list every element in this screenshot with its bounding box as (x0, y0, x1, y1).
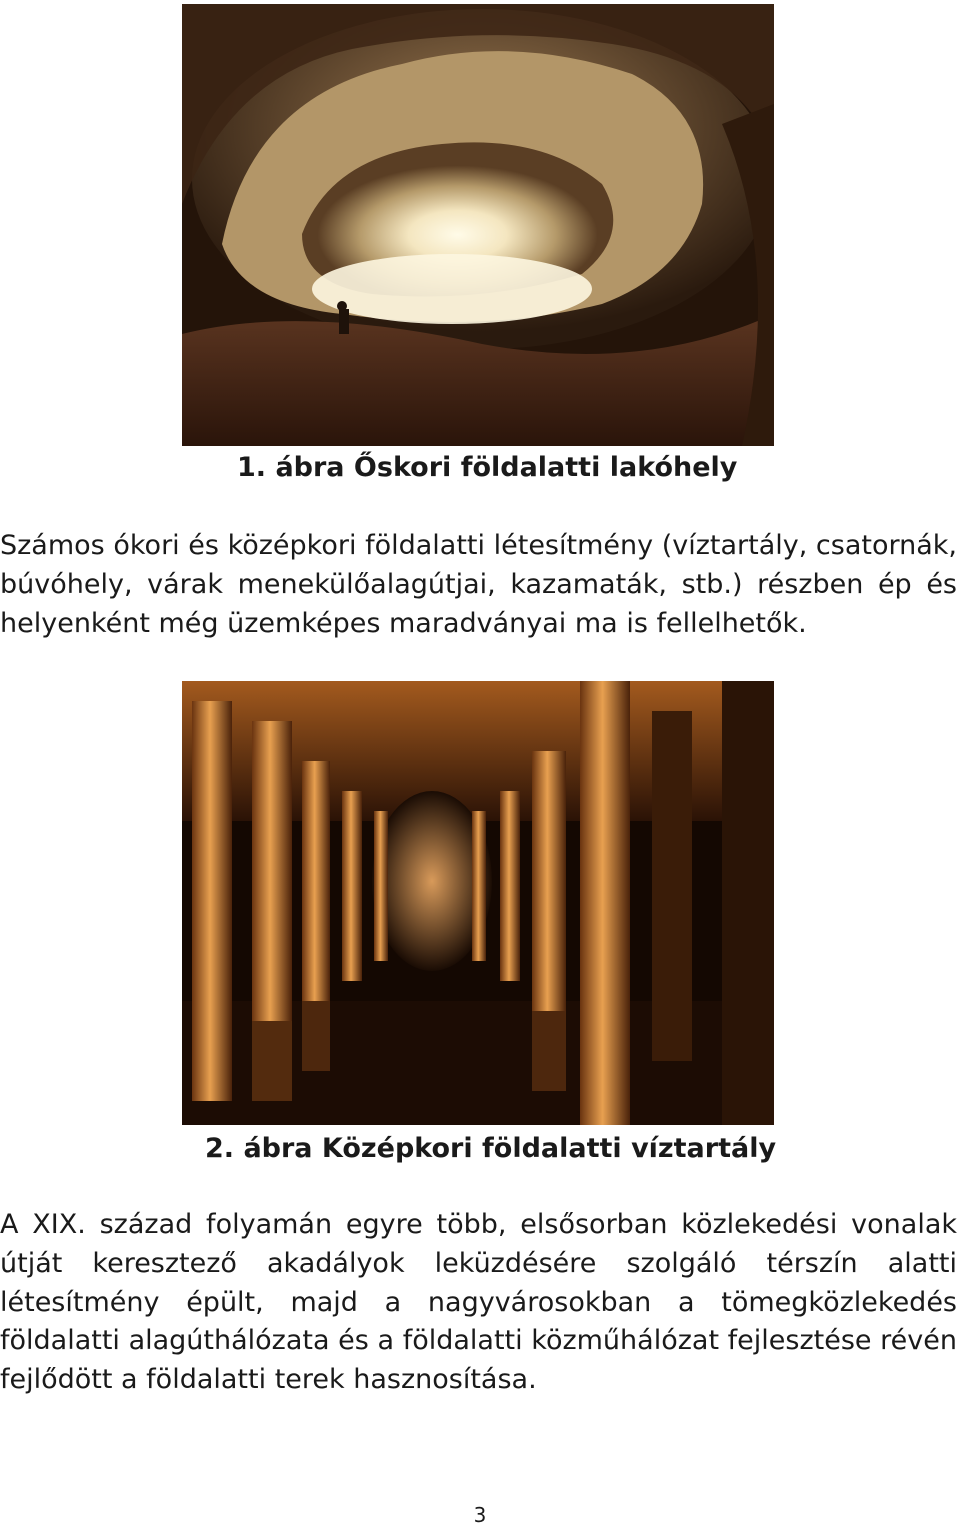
page-number: 3 (473, 1503, 487, 1527)
figure-1-caption: 1. ábra Őskori földalatti lakóhely (237, 452, 738, 483)
cave-photo (182, 4, 774, 446)
paragraph-ancient-facilities: Számos ókori és középkori földalatti létesítmény (víztartály, csatornák, búvóhely, várak menekülőalagútjai, kazamaták, stb.) részben ép és helyenként még üzemképes maradványai ma is fellelhetők. (0, 530, 957, 639)
cistern-photo (182, 681, 774, 1125)
figure-2-caption: 2. ábra Középkori földalatti víztartály (205, 1133, 777, 1164)
paragraph-19th-century: A XIX. század folyamán egyre több, elsősorban közlekedési vonalak útját keresztező akadályok leküzdésére szolgáló térszín alatti létesítmény épült, majd a nagyvárosokban a tömegközlekedés földalatti alagúthálózata és a földalatti közműhálózat fejlesztése révén fejlődött a földalatti terek hasznosítása. (0, 1209, 957, 1396)
